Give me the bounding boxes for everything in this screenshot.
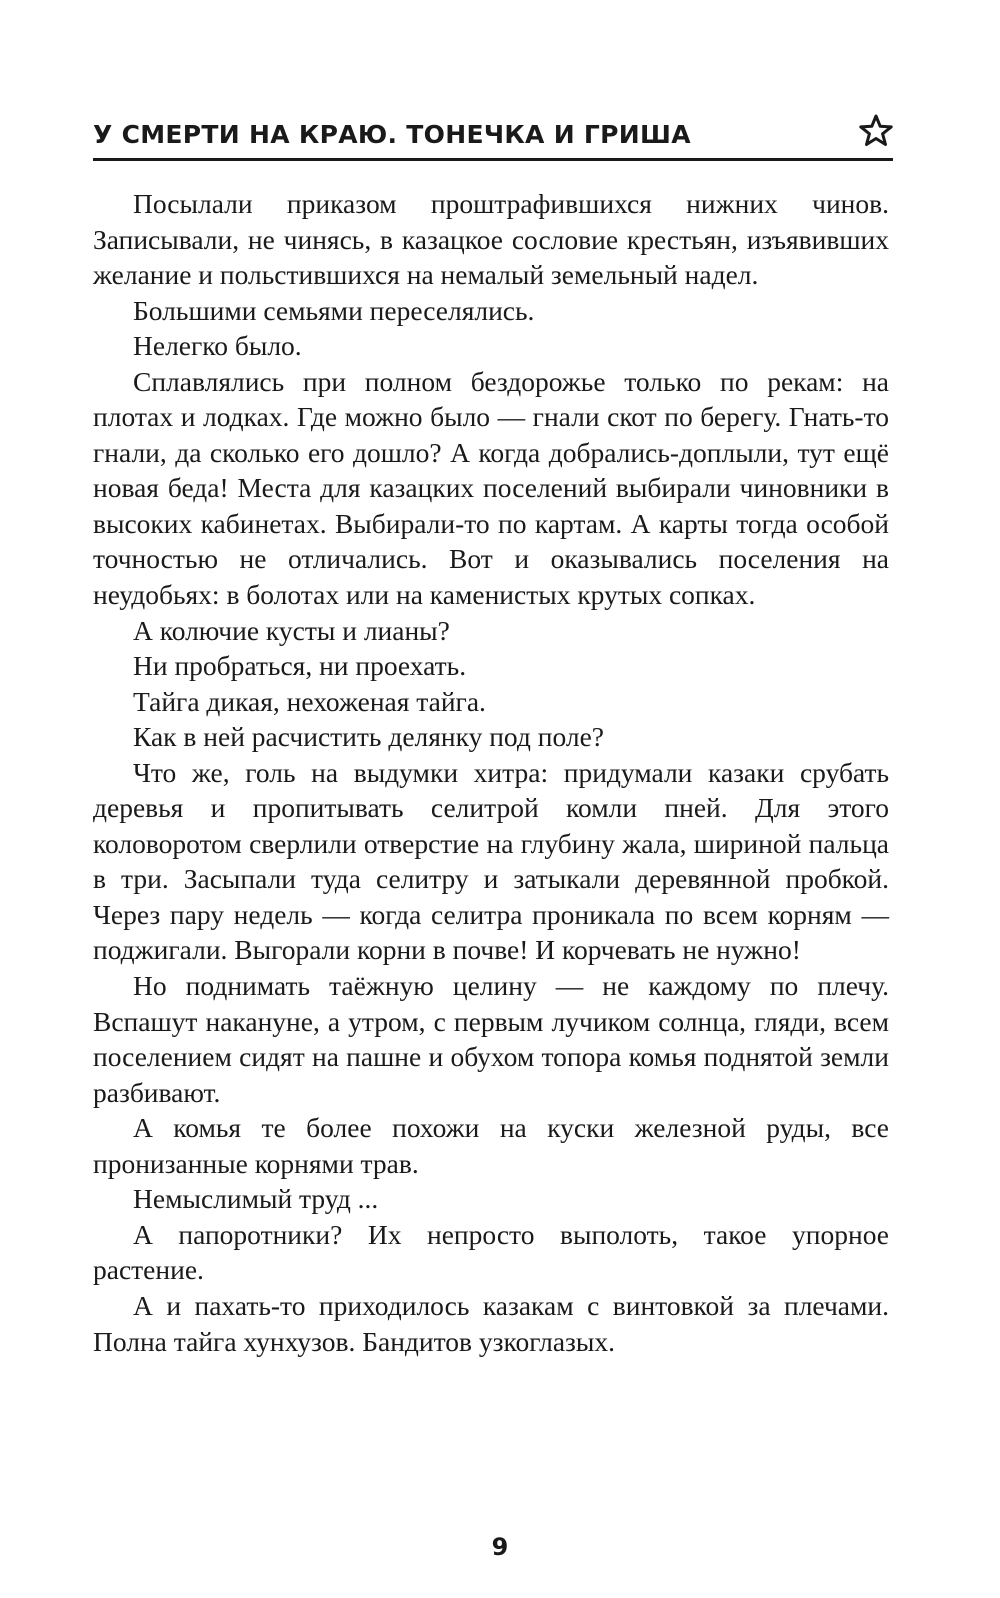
running-head [93,118,893,161]
paragraph: Сплавлялись при полном бездорожье только по рекам: на плотах и лодках. Где можно было — гнали скот по берегу. Гнать-то гнали, да сколько его дошло? А когда добрались-доплыли, тут ещё новая беда! Места для казацких поселений выбирали чиновники в высоких кабинетах. Выбирали-то по картам. А карты тогда особой точностью не отличались. Вот и оказывались поселения на неудобьях: в болотах или на каменистых крутых сопках. [93,365,889,611]
star-outline-icon [859,114,893,148]
paragraph: Но поднимать таёжную целину — не каждому по плечу. Вспашут накануне, а утром, с первым лучиком солнца, гляди, всем поселением сидят на пашне и обухом топора комья поднятой земли разбивают. [93,970,889,1108]
paragraph: Нелегко было. [133,330,302,362]
paragraph: А папоротники? Их непросто выполоть, такое упорное растение. [93,1218,889,1286]
paragraph: А комья те более похожи на куски железной руды, все пронизанные корнями трав. [93,1112,889,1179]
paragraph: А колючие кусты и лианы? [133,614,450,646]
paragraph: Что же, голь на выдумки хитра: придумали казаки срубать деревья и пропитывать селитрой комли пней. Для этого коловоротом сверлили отверстие на глубину жала, шириной пальца в три. Засыпали туда селитру и затыкали деревянной пробкой. Через пару недель — когда селитра проникала по всем корням — поджигали. Выгорали корни в почве! И корчевать не нужно! [93,756,889,966]
paragraph: Как в ней расчистить делянку под поле? [133,721,604,753]
paragraph: Ни пробраться, ни проехать. [133,650,467,682]
running-head-title: У СМЕРТИ НА КРАЮ. ТОНЕЧКА И ГРИША [93,120,691,149]
paragraph: Большими семьями переселялись. [133,294,535,326]
page-number: 9 [491,1533,509,1561]
paragraph: А и пахать-то приходилось казакам с винтовкой за плечами. Полна тайга хунхузов. Бандитов узкоглазых. [93,1289,889,1357]
paragraph: Тайга дикая, нехоженая тайга. [133,685,486,717]
paragraph: Немыслимый труд ... [133,1183,379,1215]
paragraph: Посылали приказом проштрафившихся нижних чинов. Записывали, не чинясь, в казацкое сословие крестьян, изъявивших желание и польстившихся на немалый земельный надел. [93,188,889,291]
body-text [93,186,889,1359]
